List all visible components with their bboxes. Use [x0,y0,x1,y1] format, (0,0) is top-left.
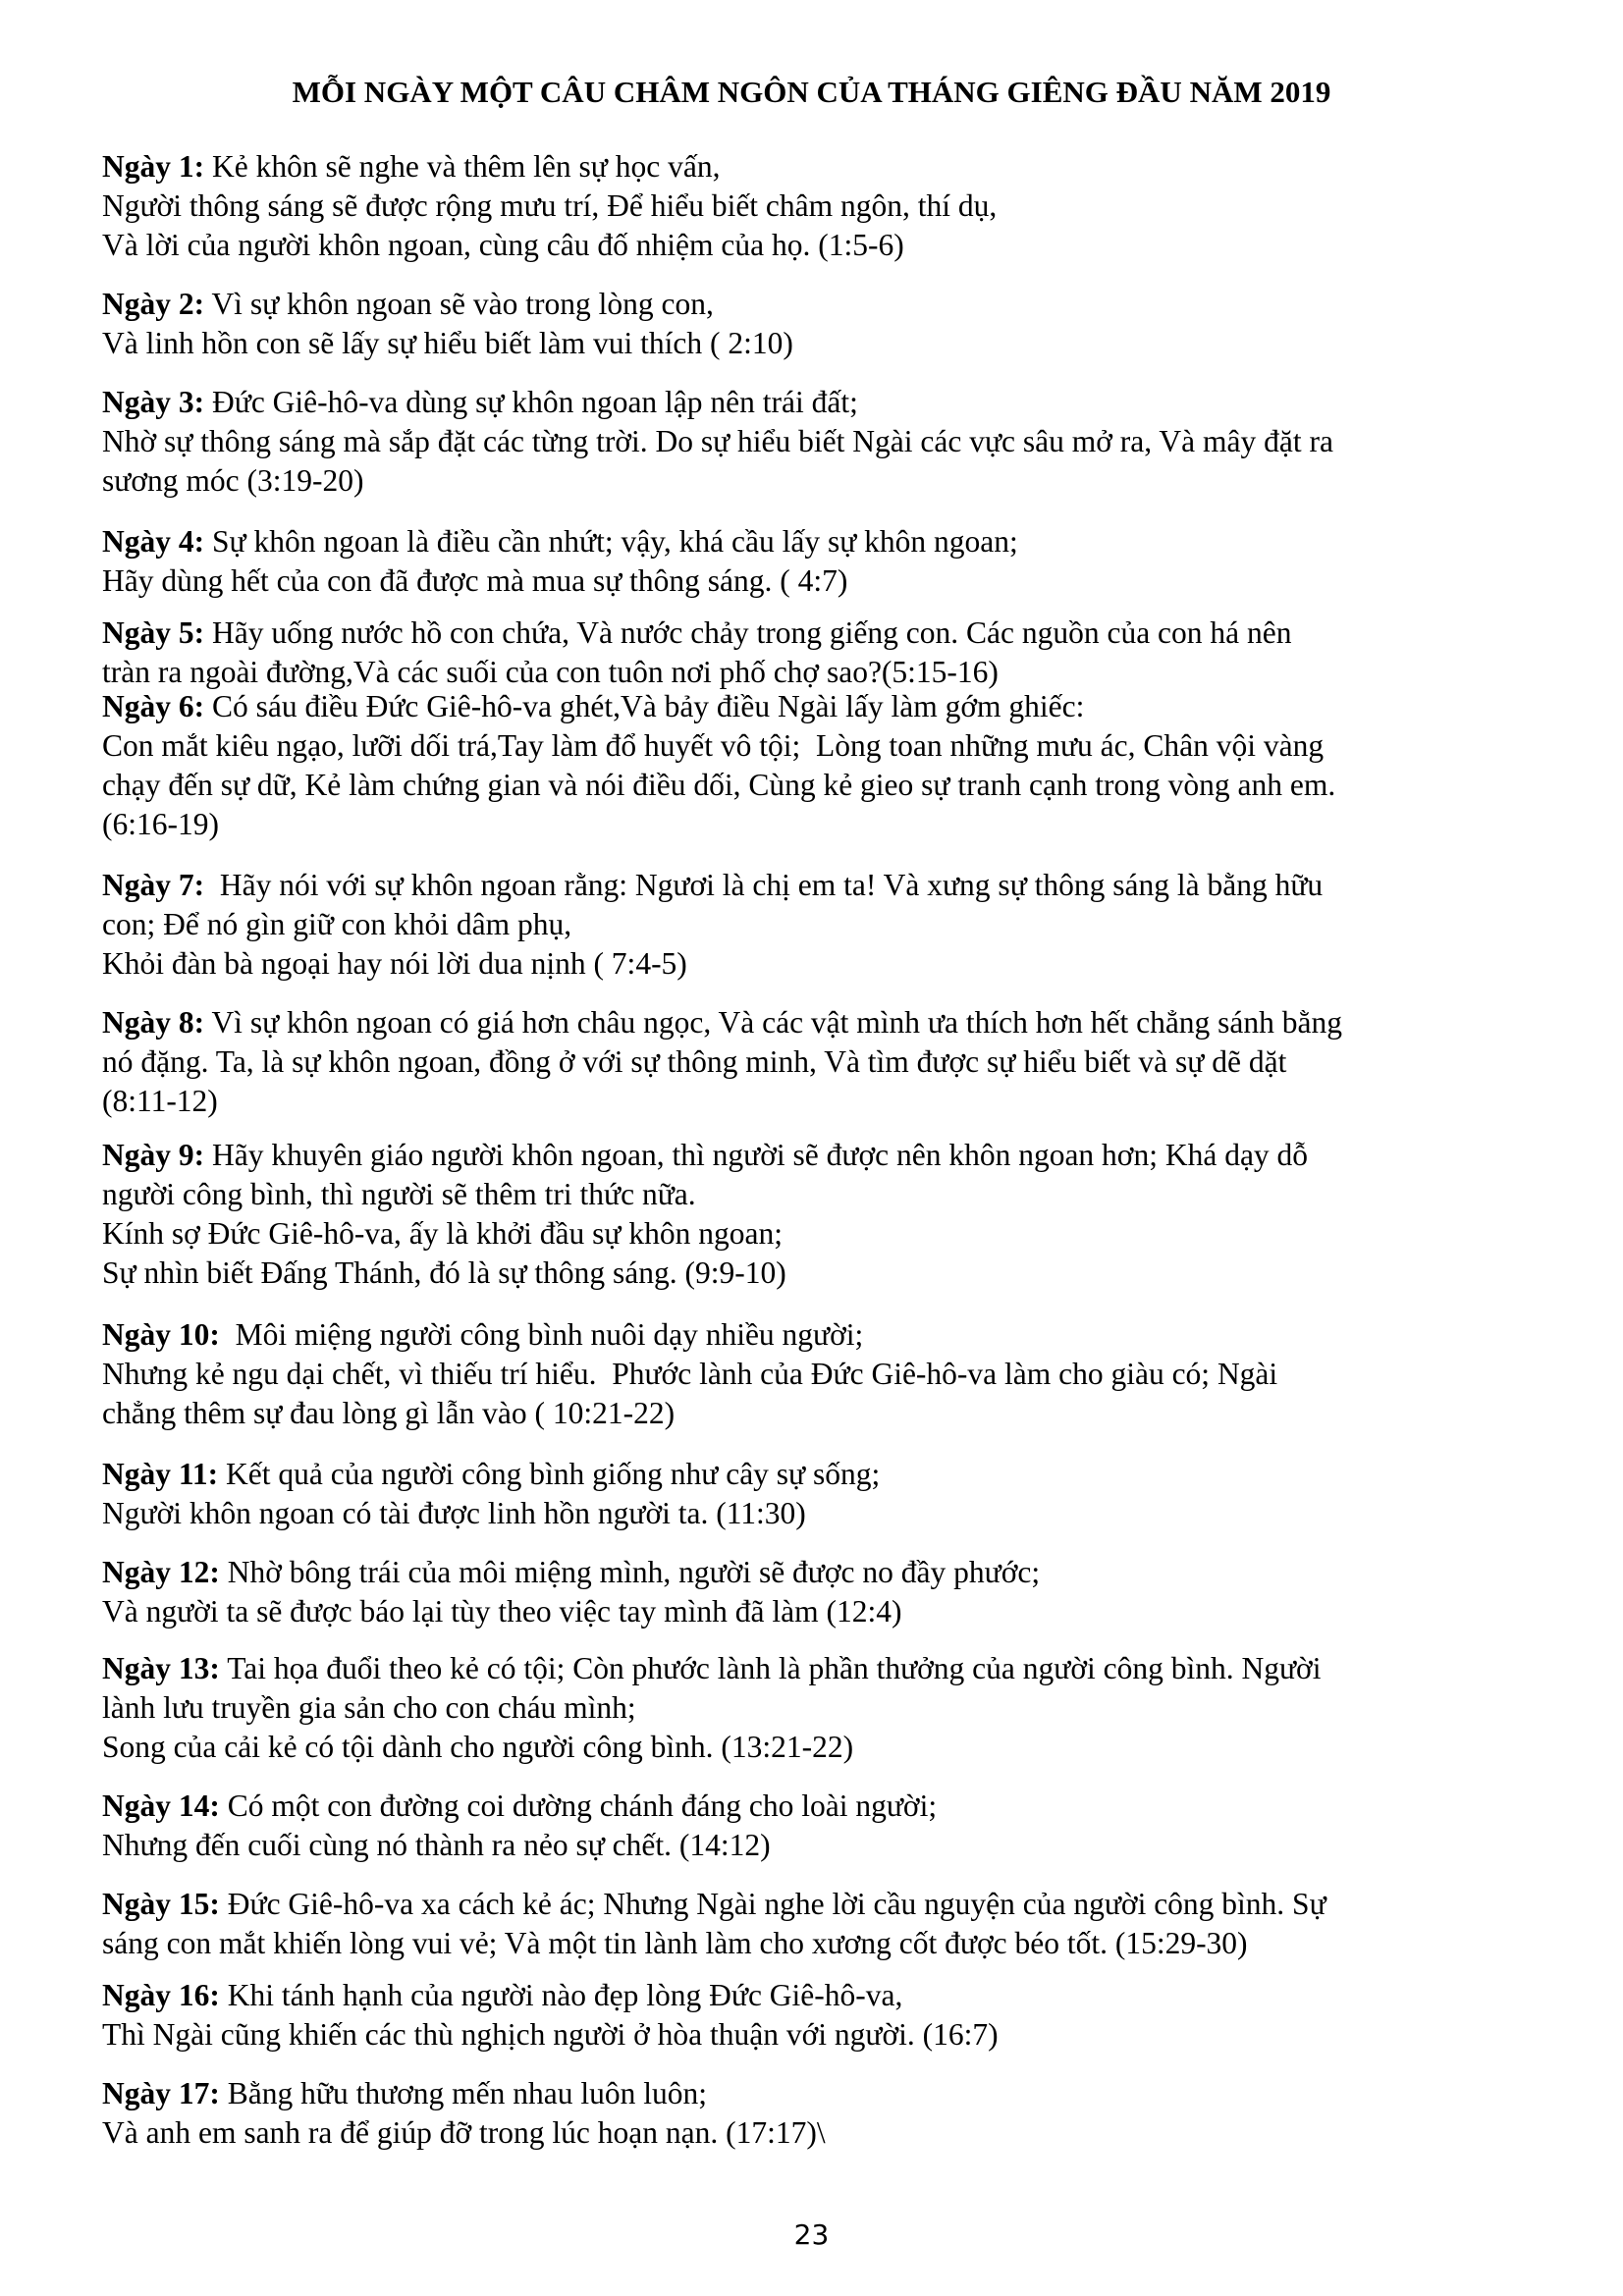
proverb-text: Người thông sáng sẽ được rộng mưu trí, Để hiểu biết châm ngôn, thí dụ, [102,188,998,223]
day-label: Ngày 5: [102,615,205,650]
proverb-line [102,1649,1575,1688]
day-label: Ngày 8: [102,1005,205,1040]
proverb-text: Và linh hồn con sẽ lấy sự hiểu biết làm vui thích ( 2:10) [102,326,793,360]
proverb-line [102,1787,1575,1826]
proverb-line [102,226,1575,265]
proverb-line [102,1254,1575,1293]
proverb-text: Nhưng đến cuối cùng nó thành ra nẻo sự chết. (14:12) [102,1828,771,1862]
proverb-line [102,324,1575,363]
day-label: Ngày 2: [102,287,205,321]
proverb-line [102,187,1575,226]
proverb-text: Vì sự khôn ngoan sẽ vào trong lòng con, [211,287,714,321]
proverb-text: Bằng hữu thương mến nhau luôn luôn; [227,2076,708,2110]
proverb-text: (8:11-12) [102,1084,218,1118]
proverb-text: Thì Ngài cũng khiến các thù nghịch người ở hòa thuận với người. (16:7) [102,2017,999,2052]
proverb-text: Song của cải kẻ có tội dành cho người công bình. (13:21-22) [102,1730,854,1764]
day-label: Ngày 11: [102,1457,219,1491]
proverb-line [102,1826,1575,1865]
proverb-entry [102,522,1575,601]
day-label: Ngày 15: [102,1887,220,1921]
proverb-text: Sự khôn ngoan là điều cần nhứt; vậy, khá cầu lấy sự khôn ngoan; [212,524,1018,559]
proverb-text: chạy đến sự dữ, Kẻ làm chứng gian và nói điều dối, Cùng kẻ gieo sự tranh cạnh trong vòng anh em. [102,768,1336,802]
proverb-line [102,422,1575,461]
proverb-line [102,1136,1575,1175]
proverb-entry [102,1315,1575,1433]
day-label: Ngày 3: [102,385,205,419]
proverb-text: sáng con mắt khiến lòng vui vẻ; Và một tin lành làm cho xương cốt được béo tốt. (15:29-30) [102,1926,1248,1960]
page-title: MỖI NGÀY MỘT CÂU CHÂM NGÔN CỦA THÁNG GIÊNG ĐẦU NĂM 2019 [292,75,1331,109]
proverb-text: Tai họa đuổi theo kẻ có tội; Còn phước lành là phần thưởng của người công bình. Người [227,1651,1322,1685]
proverb-line [102,1355,1575,1394]
proverb-line [102,2074,1575,2113]
proverb-entry [102,1649,1575,1767]
proverb-text: lành lưu truyền gia sản cho con cháu mình; [102,1690,636,1725]
proverb-line [102,1924,1575,1963]
proverb-line [102,687,1575,726]
proverb-text: Và người ta sẽ được báo lại tùy theo việc tay mình đã làm (12:4) [102,1594,902,1629]
proverb-line [102,561,1575,601]
proverb-entry [102,1455,1575,1533]
proverb-line [102,1003,1575,1042]
proverb-text: Có sáu điều Đức Giê-hô-va ghét,Và bảy điều Ngài lấy làm gớm ghiếc: [212,689,1085,723]
proverb-text: Kính sợ Đức Giê-hô-va, ấy là khởi đầu sự khôn ngoan; [102,1216,783,1251]
proverb-line [102,2113,1575,2153]
proverb-line [102,653,1575,692]
proverb-text: Và lời của người khôn ngoan, cùng câu đố nhiệm của họ. (1:5-6) [102,228,904,262]
proverb-text: Vì sự khôn ngoan có giá hơn châu ngọc, Và các vật mình ưa thích hơn hết chẳng sánh bằng [211,1005,1343,1040]
proverb-line [102,766,1575,805]
proverb-text: Người khôn ngoan có tài được linh hồn người ta. (11:30) [102,1496,806,1530]
proverb-line [102,1042,1575,1082]
proverb-text: nó đặng. Ta, là sự khôn ngoan, đồng ở với sự thông minh, Và tìm được sự hiểu biết và sự dẽ dặt [102,1044,1287,1079]
proverb-line [102,1976,1575,2015]
proverb-text: Nhờ bông trái của môi miệng mình, người sẽ được no đầy phước; [227,1555,1041,1589]
proverb-entry [102,866,1575,984]
proverb-line [102,1455,1575,1494]
proverb-text: tràn ra ngoài đường,Và các suối của con tuôn nơi phố chợ sao?(5:15-16) [102,655,999,689]
proverb-entry [102,1003,1575,1121]
day-label: Ngày 16: [102,1978,220,2012]
proverb-text: Hãy nói với sự khôn ngoan rằng: Ngươi là chị em ta! Và xưng sự thông sáng là bằng hữu [212,868,1324,902]
proverb-line [102,944,1575,984]
day-label: Ngày 7: [102,868,205,902]
day-label: Ngày 12: [102,1555,220,1589]
proverb-line [102,805,1575,844]
proverb-line [102,614,1575,653]
day-label: Ngày 13: [102,1651,220,1685]
day-label: Ngày 6: [102,689,205,723]
proverb-text: Nhưng kẻ ngu dại chết, vì thiếu trí hiểu. Phước lành của Đức Giê-hô-va làm cho giàu có; Ngài [102,1357,1278,1391]
proverb-text: Nhờ sự thông sáng mà sắp đặt các từng trời. Do sự hiểu biết Ngài các vực sâu mở ra, Và mây đặt ra [102,424,1333,458]
proverb-text: Có một con đường coi dường chánh đáng cho loài người; [227,1789,938,1823]
proverb-text: sương móc (3:19-20) [102,463,364,498]
proverb-line [102,2015,1575,2055]
page-number: 23 [793,2218,830,2251]
proverb-line [102,866,1575,905]
proverb-entry [102,614,1575,692]
proverb-line [102,1688,1575,1728]
proverb-text: con; Để nó gìn giữ con khỏi dâm phụ, [102,907,572,941]
proverb-line [102,1494,1575,1533]
proverb-entry [102,147,1575,265]
proverb-line [102,147,1575,187]
proverb-line [102,1315,1575,1355]
proverb-entry [102,1976,1575,2055]
proverb-text: Hãy dùng hết của con đã được mà mua sự thông sáng. ( 4:7) [102,563,848,598]
day-label: Ngày 1: [102,149,205,184]
proverb-text: Và anh em sanh ra để giúp đỡ trong lúc hoạn nạn. (17:17)\ [102,2115,826,2150]
day-label: Ngày 9: [102,1138,205,1172]
proverb-text: Môi miệng người công bình nuôi dạy nhiều người; [227,1317,864,1352]
proverb-text: Hãy khuyên giáo người khôn ngoan, thì người sẽ được nên khôn ngoan hơn; Khá dạy dỗ [212,1138,1309,1172]
proverb-text: (6:16-19) [102,807,219,841]
proverb-text: chẳng thêm sự đau lòng gì lẫn vào ( 10:21-22) [102,1396,676,1430]
proverb-text: Đức Giê-hô-va dùng sự khôn ngoan lập nên trái đất; [212,385,858,419]
proverb-text: Đức Giê-hô-va xa cách kẻ ác; Nhưng Ngài nghe lời cầu nguyện của người công bình. Sự [227,1887,1326,1921]
proverb-entry [102,285,1575,363]
proverb-text: Con mắt kiêu ngạo, lưỡi dối trá,Tay làm đổ huyết vô tội; Lòng toan những mưu ác, Chân vội vàng [102,728,1325,763]
proverb-line [102,1394,1575,1433]
proverb-entry [102,1136,1575,1293]
proverb-line [102,461,1575,501]
proverb-line [102,522,1575,561]
day-label: Ngày 17: [102,2076,220,2110]
day-label: Ngày 4: [102,524,205,559]
proverb-line [102,905,1575,944]
proverb-entry [102,1885,1575,1963]
proverb-line [102,1082,1575,1121]
day-label: Ngày 10: [102,1317,220,1352]
proverb-entry [102,687,1575,844]
proverb-entry [102,383,1575,501]
proverb-text: Khi tánh hạnh của người nào đẹp lòng Đức Giê-hô-va, [227,1978,903,2012]
proverb-line [102,726,1575,766]
proverb-line [102,1553,1575,1592]
proverb-text: người công bình, thì người sẽ thêm tri thức nữa. [102,1177,696,1211]
proverb-line [102,1175,1575,1214]
proverb-text: Sự nhìn biết Đấng Thánh, đó là sự thông sáng. (9:9-10) [102,1255,786,1290]
proverb-entry [102,2074,1575,2153]
proverb-entry [102,1553,1575,1631]
proverb-line [102,285,1575,324]
proverb-text: Khỏi đàn bà ngoại hay nói lời dua nịnh ( 7:4-5) [102,946,687,981]
proverb-line [102,1728,1575,1767]
proverb-line [102,1592,1575,1631]
proverb-line [102,1214,1575,1254]
proverb-entry [102,1787,1575,1865]
proverb-text: Kết quả của người công bình giống như cây sự sống; [226,1457,881,1491]
day-label: Ngày 14: [102,1789,220,1823]
proverb-text: Kẻ khôn sẽ nghe và thêm lên sự học vấn, [212,149,721,184]
proverb-line [102,1885,1575,1924]
proverb-text: Hãy uống nước hồ con chứa, Và nước chảy trong giếng con. Các nguồn của con há nên [212,615,1292,650]
proverb-line [102,383,1575,422]
